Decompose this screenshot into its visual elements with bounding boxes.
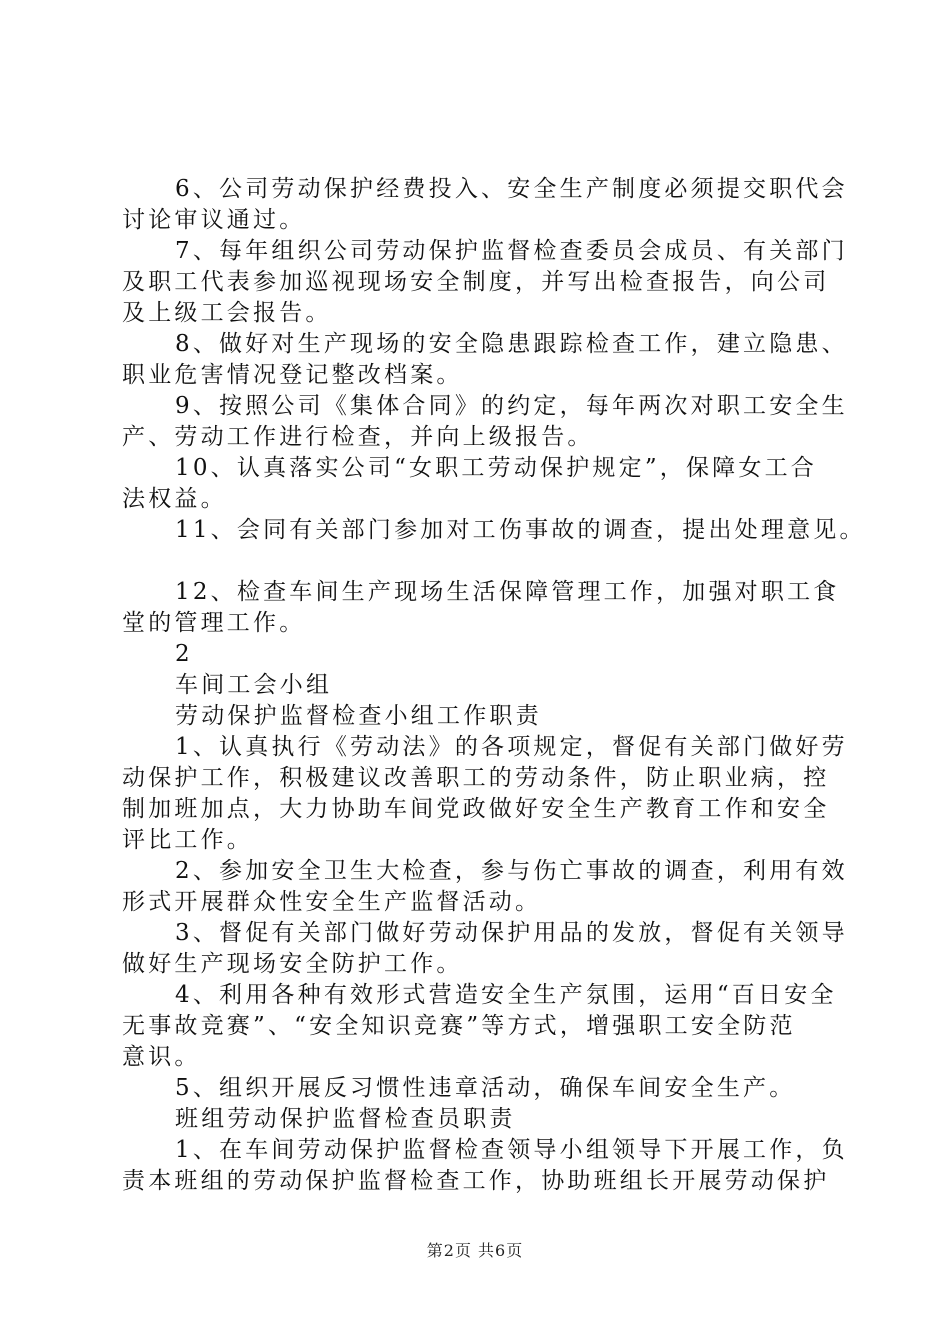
text-line: 堂的管理工作。 (122, 610, 306, 636)
text-line: 5、组织开展反习惯性违章活动，确保车间安全生产。 (175, 1075, 796, 1101)
text-line: 评比工作。 (122, 827, 253, 853)
blank-line (122, 546, 840, 577)
text-line: 责本班组的劳动保护监督检查工作，协助班组长开展劳动保护 (122, 1168, 830, 1194)
text-line: 1、在车间劳动保护监督检查领导小组领导下开展工作，负 (175, 1137, 848, 1163)
text-line: 劳动保护监督检查小组工作职责 (175, 703, 542, 729)
text-line: 动保护工作，积极建议改善职工的劳动条件，防止职业病，控 (122, 765, 830, 791)
text-line: 形式开展群众性安全生产监督活动。 (122, 889, 542, 915)
text-line: 1、认真执行《劳动法》的各项规定，督促有关部门做好劳 (175, 734, 848, 760)
text-line: 12、检查车间生产现场生活保障管理工作，加强对职工食 (175, 579, 840, 605)
text-line: 车间工会小组 (175, 672, 333, 698)
text-line: 班组劳动保护监督检查员职责 (175, 1106, 516, 1132)
text-line: 法权益。 (122, 486, 227, 512)
text-line: 及上级工会报告。 (122, 300, 332, 326)
text-line: 10、认真落实公司“女职工劳动保护规定”，保障女工合 (175, 455, 817, 481)
text-line: 6、公司劳动保护经费投入、安全生产制度必须提交职代会 (175, 176, 848, 202)
text-line: 4、利用各种有效形式营造安全生产氛围，运用“百日安全 (175, 982, 837, 1008)
text-line: 职业危害情况登记整改档案。 (122, 362, 463, 388)
text-line: 3、督促有关部门做好劳动保护用品的发放，督促有关领导 (175, 920, 848, 946)
text-line: 意识。 (122, 1044, 201, 1070)
text-line: 9、按照公司《集体合同》的约定，每年两次对职工安全生 (175, 393, 848, 419)
text-line: 2、参加安全卫生大检查，参与伤亡事故的调查，利用有效 (175, 858, 848, 884)
text-line: 11、会同有关部门参加对工伤事故的调查，提出处理意见。 (175, 517, 866, 543)
document-body (122, 174, 866, 1197)
text-line: 2 (175, 641, 193, 667)
text-line: 做好生产现场安全防护工作。 (122, 951, 463, 977)
text-line: 8、做好对生产现场的安全隐患跟踪检查工作，建立隐患、 (175, 331, 848, 357)
text-line: 7、每年组织公司劳动保护监督检查委员会成员、有关部门 (175, 238, 848, 264)
page-number-footer: 第2页 共6页 (426, 1241, 524, 1260)
text-line: 及职工代表参加巡视现场安全制度，并写出检查报告，向公司 (122, 269, 830, 295)
text-line: 制加班加点，大力协助车间党政做好安全生产教育工作和安全 (122, 796, 830, 822)
text-line: 讨论审议通过。 (122, 207, 306, 233)
text-line: 产、劳动工作进行检查，并向上级报告。 (122, 424, 594, 450)
text-line: 无事故竞赛”、“安全知识竞赛”等方式，增强职工安全防范 (122, 1013, 796, 1039)
